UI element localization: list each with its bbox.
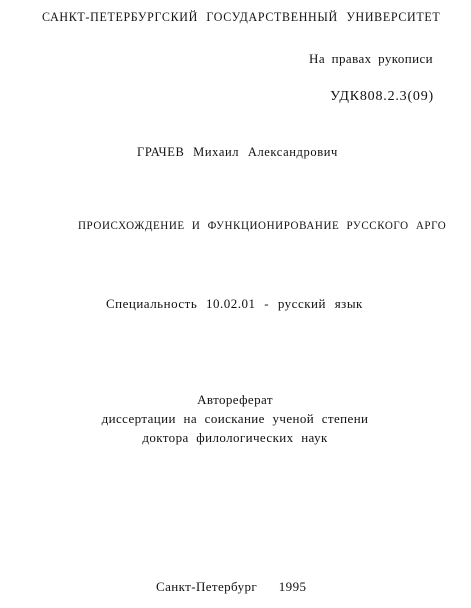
city-name: Санкт-Петербург <box>156 579 258 594</box>
abstract-block <box>0 390 470 447</box>
author-name: ГРАЧЕВ Михаил Александрович <box>137 145 338 159</box>
university-name: САНКТ-ПЕТЕРБУРГСКИЙ ГОСУДАРСТВЕННЫЙ УНИВЕРСИТЕТ <box>42 10 441 24</box>
rights-note: На правах рукописи <box>309 51 433 66</box>
city-year-line <box>156 580 306 593</box>
dissertation-title: ПРОИСХОЖДЕНИЕ И ФУНКЦИОНИРОВАНИЕ РУССКОГО АРГО <box>78 220 447 232</box>
publication-year: 1995 <box>278 579 307 594</box>
abstract-line-1: Автореферат <box>197 392 273 407</box>
udk-code: УДК808.2.3(09) <box>330 89 434 104</box>
abstract-line-2: диссертации на соискание ученой степени <box>101 411 369 426</box>
abstract-line-3: доктора филологических наук <box>142 430 328 445</box>
speciality-line: Специальность 10.02.01 - русский язык <box>106 296 363 311</box>
